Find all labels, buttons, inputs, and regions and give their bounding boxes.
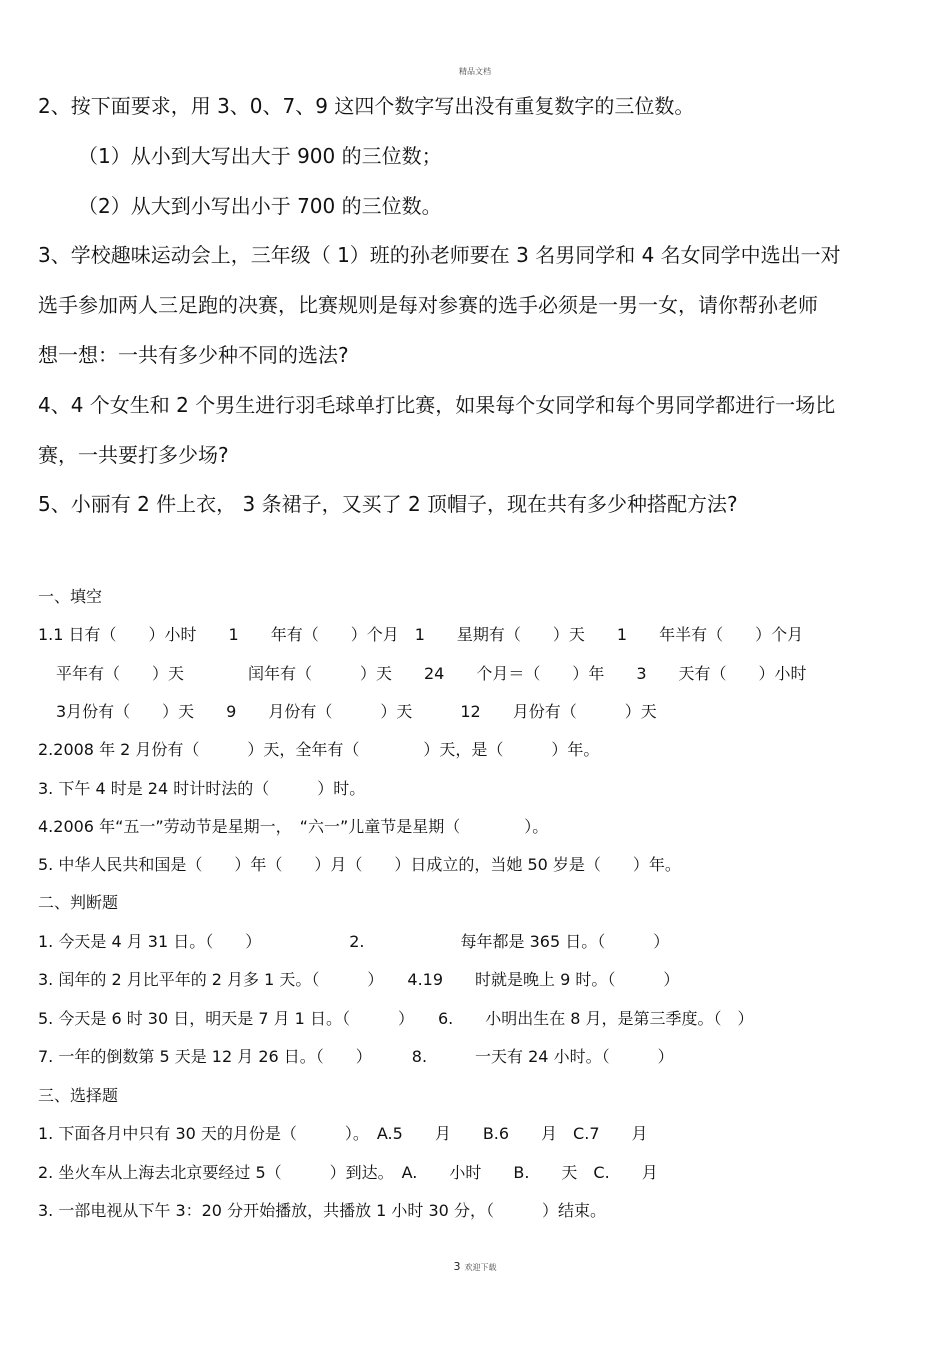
fill-blank-line-1: 1.1 日有（ ）小时 1 年有（ ）个月 1 星期有（ ）天 1 年半有（ ）个月	[38, 625, 804, 644]
question-5: 5、小丽有 2 件上衣， 3 条裙子，又买了 2 顶帽子，现在共有多少种搭配方法?	[38, 492, 738, 516]
footer-text: 欢迎下载	[464, 1263, 497, 1272]
fill-blank-line-5: 3. 下午 4 时是 24 时计时法的（ ）时。	[38, 779, 366, 798]
choice-line-3: 3. 一部电视从下午 3：20 分开始播放，共播放 1 小时 30 分，（ ）结束。	[38, 1201, 606, 1220]
fill-blank-line-3: 3月份有（ ）天 9 月份有（ ）天 12 月份有（ ）天	[56, 702, 657, 721]
page-footer	[0, 1260, 950, 1273]
section-fill-blank-title: 一、填空	[38, 587, 103, 606]
section-judge-title: 二、判断题	[38, 893, 119, 912]
page-number: 3	[453, 1260, 461, 1273]
question-4-line-2: 赛，一共要打多少场?	[38, 443, 229, 467]
choice-line-1: 1. 下面各月中只有 30 天的月份是（ ）。 A.5 月 B.6 月 C.7 月	[38, 1124, 648, 1143]
judge-line-2: 3. 闰年的 2 月比平年的 2 月多 1 天。（ ） 4.19 时就是晚上 9 时。（ ）	[38, 970, 680, 989]
section-choice-title: 三、选择题	[38, 1086, 119, 1105]
question-2: 2、按下面要求，用 3、0、7、9 这四个数字写出没有重复数字的三位数。	[38, 94, 695, 118]
choice-line-2: 2. 坐火车从上海去北京要经过 5（ ）到达。 A. 小时 B. 天 C. 月	[38, 1163, 658, 1182]
fill-blank-line-4: 2.2008 年 2 月份有（ ）天，全年有（ ）天，是（ ）年。	[38, 740, 600, 759]
question-3-line-1: 3、学校趣味运动会上，三年级（ 1）班的孙老师要在 3 名男同学和 4 名女同学中选出一对	[38, 243, 841, 267]
page-header: 精品文档	[459, 67, 491, 76]
judge-line-1: 1. 今天是 4 月 31 日。（ ） 2. 每年都是 365 日。（ ）	[38, 932, 670, 951]
fill-blank-line-2: 平年有（ ）天 闰年有（ ）天 24 个月＝（ ）年 3 天有（ ）小时	[56, 664, 807, 683]
judge-line-3: 5. 今天是 6 时 30 日，明天是 7 月 1 日。（ ） 6. 小明出生在 8 月，是第三季度。（ ）	[38, 1009, 754, 1028]
fill-blank-line-7: 5. 中华人民共和国是（ ）年（ ）月（ ）日成立的，当她 50 岁是（ ）年。	[38, 855, 681, 874]
question-3-line-2: 选手参加两人三足跑的决赛，比赛规则是每对参赛的选手必须是一男一女，请你帮孙老师	[38, 293, 818, 317]
fill-blank-line-6: 4.2006 年“五一”劳动节是星期一， “六一”儿童节是星期（ ）。	[38, 817, 549, 836]
question-3-line-3: 想一想：一共有多少种不同的选法?	[38, 343, 349, 367]
question-2-part-1: （1）从小到大写出大于 900 的三位数；	[78, 144, 442, 168]
question-2-part-2: （2）从大到小写出小于 700 的三位数。	[78, 194, 442, 218]
judge-line-4: 7. 一年的倒数第 5 天是 12 月 26 日。（ ） 8. 一天有 24 小时。（ ）	[38, 1047, 674, 1066]
question-4-line-1: 4、4 个女生和 2 个男生进行羽毛球单打比赛，如果每个女同学和每个男同学都进行一场比	[38, 393, 836, 417]
